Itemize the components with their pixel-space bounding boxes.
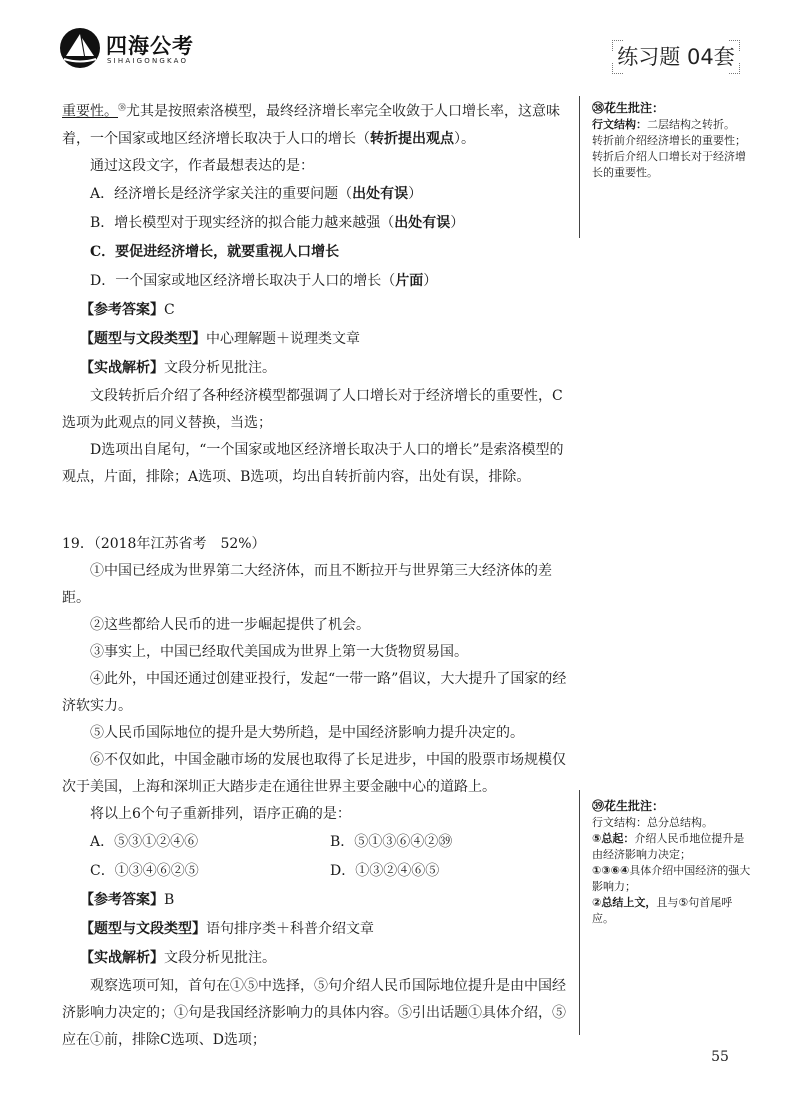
q18-option-a: A．经济增长是经济学家关注的重要问题（出处有误）: [90, 185, 423, 202]
q19-type: 【题型与文段类型】语句排序类＋科普介绍文章: [80, 920, 374, 937]
annotation-divider-2: [579, 790, 580, 1035]
q19-sentence-6: ⑥不仅如此，中国金融市场的发展也取得了长足进步，中国的股票市场规模仅次于美国，上海和深圳正大踏步走在通往世界主要金融中心的道路上。: [62, 751, 566, 795]
exercise-set-label: 练习题 04套: [612, 40, 740, 74]
q19-options: [62, 828, 574, 886]
brand-logo: [58, 26, 228, 78]
q18-option-c: C．要促进经济增长，就要重视人口增长: [90, 243, 340, 260]
annotation-divider-1: [579, 96, 580, 238]
logo-mark-icon: [58, 26, 102, 70]
annotation-mark: ㊳: [118, 103, 126, 112]
q18-type: 【题型与文段类型】中心理解题＋说理类文章: [80, 330, 360, 347]
q19-question: 将以上6个句子重新排列，语序正确的是：: [90, 805, 351, 822]
q19-sentence-1: ①中国已经成为世界第二大经济体，而且不断拉开与世界第三大经济体的差距。: [62, 562, 552, 606]
annotation-38-title: ㊳花生批注：: [592, 101, 665, 115]
q19-sentence-2: ②这些都给人民币的进一步崛起提供了机会。: [90, 616, 370, 633]
q18-analysis-label: 【实战解析】文段分析见批注。: [80, 359, 276, 376]
q18-answer: 【参考答案】C: [80, 301, 175, 318]
q18-option-b: B．增长模型对于现实经济的拟合能力越来越强（出处有误）: [90, 214, 465, 231]
q18-option-d: D．一个国家或地区经济增长取决于人口的增长（片面）: [90, 272, 438, 289]
q19-option-c: C．①③④⑥②⑤: [90, 862, 199, 879]
q18-analysis-2: D选项出自尾句，“一个国家或地区经济增长取决于人口的增长”是索洛模型的观点，片面，排除；A选项、B选项，均出自转折前内容，出处有误，排除。: [62, 441, 564, 485]
q19-answer: 【参考答案】B: [80, 891, 175, 908]
q19-sentence-4: ④此外，中国还通过创建亚投行，发起“一带一路”倡议，大大提升了国家的经济软实力。: [62, 670, 567, 714]
annotation-39: ㊴花生批注： 行文结构：总分总结构。 ⑤总起：介绍人民币地位提升是由经济影响力决定； ①③⑥④具体介绍中国经济的强大影响力； ②总结上文，且与⑤句首尾呼应。: [592, 799, 751, 925]
q18-passage-end: 重要性。$^㊳$尤其是按照索洛模型，最终经济增长率完全收敛于人口增长率，这意味着，一个国家或地区经济增长取决于人口的增长（转折提出观点）。: [62, 103, 560, 147]
q19-analysis-1: 观察选项可知，首句在①⑤中选择，⑤句介绍人民币国际地位提升是由中国经济影响力决定的；①句是我国经济影响力的具体内容。⑤引出话题①具体介绍，⑤应在①前，排除C选项、D选项；: [62, 977, 566, 1048]
q18-question: 通过这段文字，作者最想表达的是：: [90, 157, 314, 174]
q19-heading: 19．（2018年江苏省考 52%）: [62, 535, 266, 552]
q19-sentence-5: ⑤人民币国际地位的提升是大势所趋，是中国经济影响力提升决定的。: [90, 724, 524, 741]
logo-subtext: SIHAIGONGKAO: [107, 57, 189, 65]
q19-option-d: D．①③②④⑥⑤: [330, 862, 440, 879]
q19-analysis-label: 【实战解析】文段分析见批注。: [80, 949, 276, 966]
page-number: 55: [711, 1049, 729, 1065]
annotation-39-title: ㊴花生批注：: [592, 799, 665, 813]
q18-analysis-1: 文段转折后介绍了各种经济模型都强调了人口增长对于经济增长的重要性，C选项为此观点的同义替换，当选；: [62, 387, 563, 431]
q19-option-a: A．⑤③①②④⑥: [90, 833, 199, 850]
main-content: [62, 94, 574, 1054]
annotation-38: ㊳花生批注： 行文结构：二层结构之转折。 转折前介绍经济增长的重要性； 转折后介绍人口增长对于经济增长的重要性。: [592, 100, 752, 181]
page-header: [0, 0, 800, 80]
logo-text: 四海公考: [106, 34, 194, 58]
q19-option-b: B．⑤①③⑥④②㊴: [330, 833, 453, 850]
q18-options: [62, 180, 574, 296]
q19-sentence-3: ③事实上，中国已经取代美国成为世界上第一大货物贸易国。: [90, 643, 468, 660]
